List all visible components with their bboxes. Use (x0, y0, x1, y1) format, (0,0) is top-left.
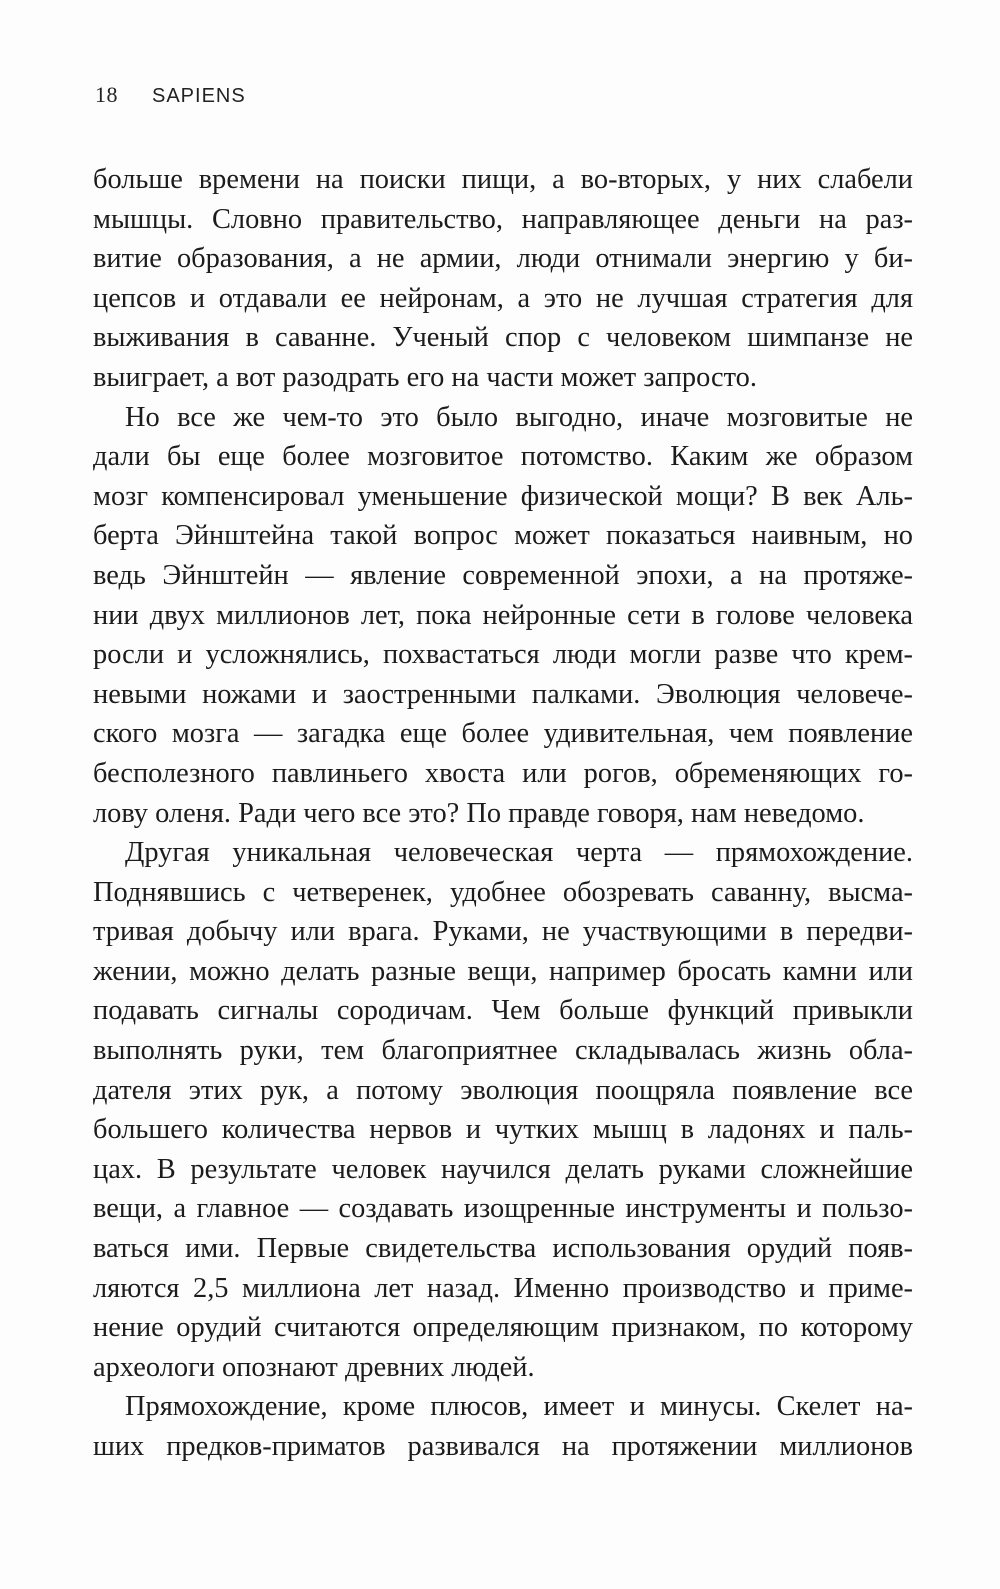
text-line: цепсов и отдавали ее нейронам, а это не лучшая стратегия для (93, 282, 913, 314)
text-line: нение орудий считаются определяющим признаком, по которому (93, 1312, 913, 1344)
text-line: дали бы еще более мозговитое потомство. Каким же образом (93, 441, 913, 473)
text-line: подавать сигналы сородичам. Чем больше функций привыкли (93, 995, 913, 1027)
text-line: ваться ими. Первые свидетельства использования орудий появ- (93, 1233, 913, 1265)
running-header (95, 82, 246, 108)
text-line: выполнять руки, тем благоприятнее складывалась жизнь обла- (93, 1035, 913, 1067)
text-line: ведь Эйнштейн — явление современной эпохи, а на протяже- (93, 559, 913, 591)
text-line: цах. В результате человек научился делать руками сложнейшие (93, 1153, 913, 1185)
text-line: мышцы. Словно правительство, направляющее деньги на раз- (93, 203, 913, 235)
text-line: выиграет, а вот разодрать его на части может запросто. (93, 361, 757, 393)
text-line: вещи, а главное — создавать изощренные инструменты и пользо- (93, 1193, 913, 1225)
body-text (93, 160, 913, 1467)
text-line: Другая уникальная человеческая черта — прямохождение. (125, 837, 913, 869)
text-line: мозг компенсировал уменьшение физической мощи? В век Аль- (93, 480, 913, 512)
text-line: археологи опознают древних людей. (93, 1351, 535, 1383)
text-line: выживания в саванне. Ученый спор с человеком шимпанзе не (93, 322, 913, 354)
text-line: большего количества нервов и чутких мышц в ладонях и паль- (93, 1114, 913, 1146)
text-line: нии двух миллионов лет, пока нейронные сети в голове человека (93, 599, 913, 631)
text-line: невыми ножами и заостренными палками. Эволюция человече- (93, 678, 913, 710)
text-line: ского мозга — загадка еще более удивительная, чем появление (93, 718, 913, 750)
text-line: жении, можно делать разные вещи, например бросать камни или (93, 955, 913, 987)
book-title: SAPIENS (152, 85, 246, 107)
page-number: 18 (95, 82, 118, 107)
text-line: больше времени на поиски пищи, а во-вторых, у них слабели (93, 164, 913, 195)
text-line: бесполезного павлиньего хвоста или рогов, обременяющих го- (93, 757, 913, 789)
text-line: тривая добычу или врага. Руками, не участвующими в передви- (93, 916, 913, 948)
text-line: Поднявшись с четверенек, удобнее обозревать саванну, высма- (93, 876, 913, 908)
text-line: берта Эйнштейна такой вопрос может показаться наивным, но (93, 520, 913, 552)
text-line: ляются 2,5 миллиона лет назад. Именно производство и приме- (93, 1272, 913, 1304)
text-line: ших предков-приматов развивался на протяжении миллионов (93, 1431, 913, 1462)
text-line: росли и усложнялись, похвастаться люди могли разве что крем- (93, 639, 913, 671)
text-line: лову оленя. Ради чего все это? По правде говоря, нам неведомо. (93, 797, 865, 829)
text-line: дателя этих рук, а потому эволюция поощряла появление все (93, 1074, 913, 1106)
text-line: витие образования, а не армии, люди отнимали энергию у би- (93, 243, 913, 275)
text-line: Прямохождение, кроме плюсов, имеет и минусы. Скелет на- (125, 1391, 913, 1423)
text-line: Но все же чем-то это было выгодно, иначе мозговитые не (125, 401, 913, 433)
